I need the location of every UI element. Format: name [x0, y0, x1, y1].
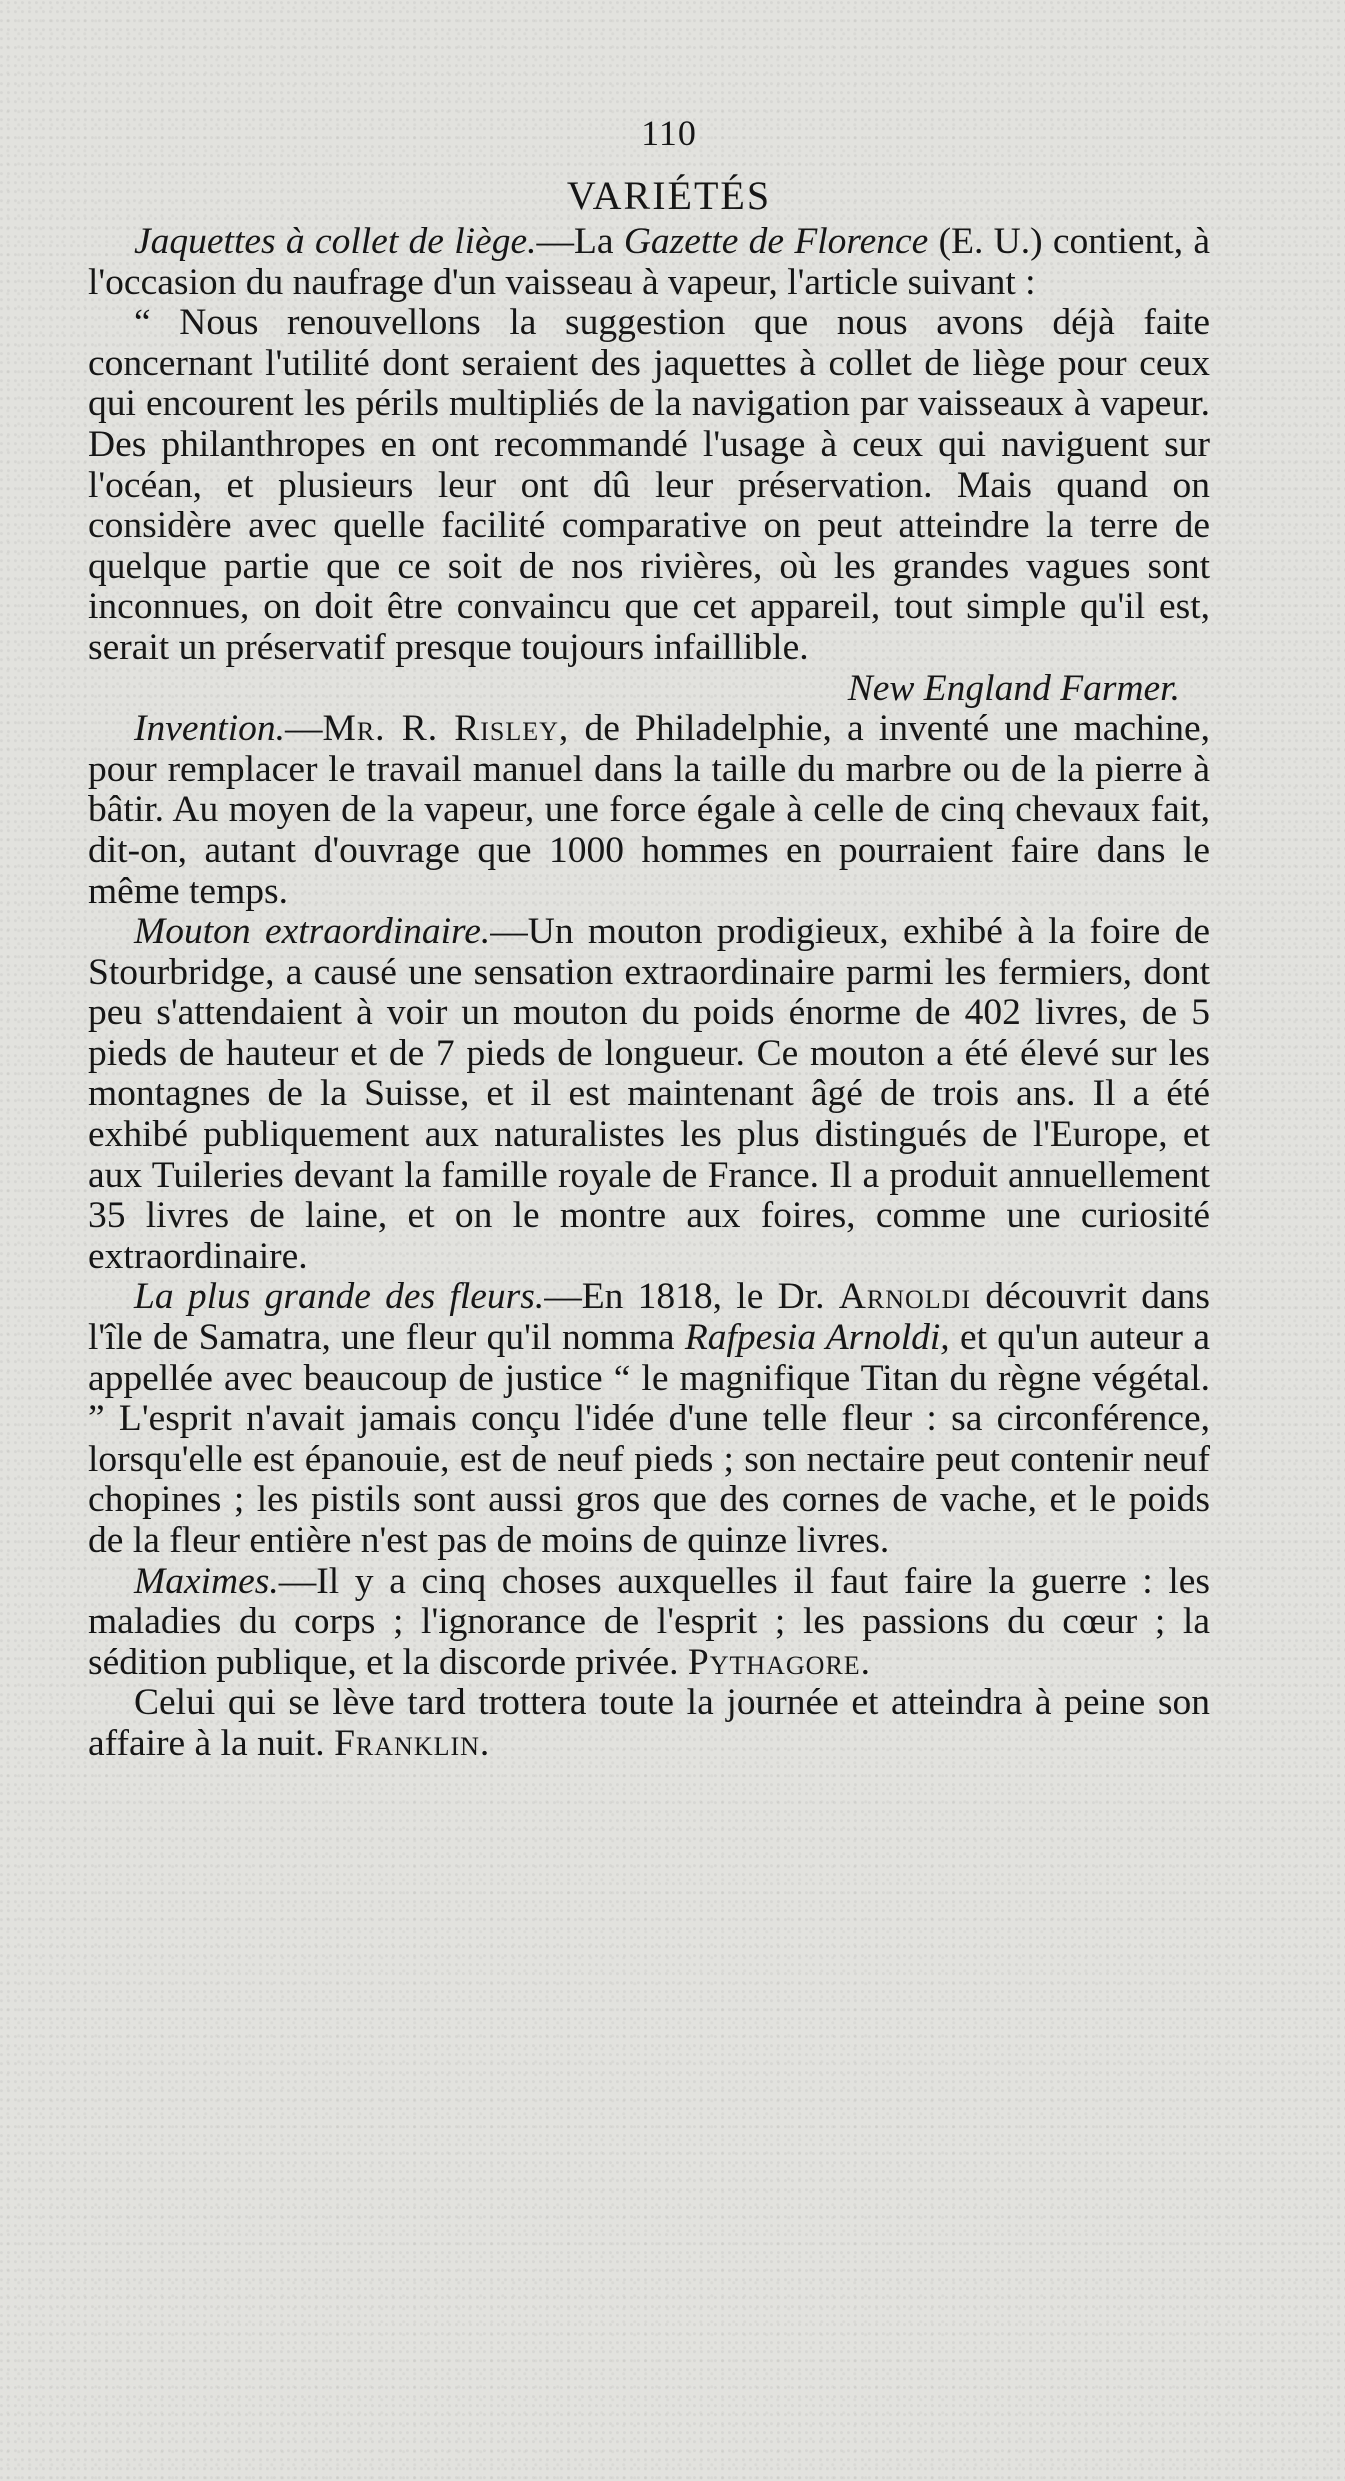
- article-franklin: [88, 1683, 1210, 1764]
- article-quote: “ Nous renouvellons la suggestion que nous avons déjà faite concernant l'utilité dont seraient des jaquettes à collet de liège pour ceux qui encourent les périls multipliés de la navigation par vaisseaux à vapeur. Des philanthropes en ont recommandé l'usage à ceux qui naviguent sur l'océan, et plusieurs leur ont dû leur préservation. Mais quand on considère avec quelle facilité comparative on peut atteindre la terre de quelque partie que ce soit de nos rivières, où les grandes vagues sont inconnues, on doit être convaincu que cet appareil, tout simple qu'il est, serait un préservatif presque toujours infaillible.: [88, 302, 1210, 668]
- species-name: Rafpesia Arnoldi,: [684, 1317, 950, 1359]
- article-text: et qu'un auteur a appellée avec beaucoup de justice “ le magnifique Titan du règne végétal. ” L'esprit n'avait jamais conçu l'idée d'une telle fleur : sa circonférence, lorsqu'elle est épanouie, est de neuf pieds ; son nectaire peut contenir neuf chopines ; les pistils sont aussi gros que des cornes de vache, et le poids de la fleur entière n'est pas de moins de quinze livres.: [88, 1317, 1210, 1561]
- page-number: 110: [641, 113, 697, 153]
- person-name: Mr. R. Risley,: [322, 708, 570, 750]
- article-mouton: [88, 912, 1210, 1277]
- quote-signature: New England Farmer.: [847, 667, 1180, 709]
- article-title: La plus grande des fleurs.: [134, 1276, 545, 1318]
- article-text: —Un mouton prodigieux, exhibé à la foire de Stourbridge, a causé une sensation extraordinaire parmi les fermiers, dont peu s'attendaient à voir un mouton du poids énorme de 402 livres, de 5 pieds de hauteur et de 7 pieds de longueur. Ce mouton a été élevé sur les montagnes de la Suisse, et il est maintenant âgé de trois ans. Il a été exhibé publiquement aux naturalistes les plus distingués de l'Europe, et aux Tuileries devant la famille royale de France. Il a produit annuellement 35 livres de laine, et on le montre aux foires, comme une curiosité extraordinaire.: [88, 911, 1210, 1277]
- article-text: —: [285, 708, 323, 750]
- article-fleurs: [88, 1277, 1210, 1561]
- article-title: Mouton extraordinaire.: [134, 911, 491, 953]
- article-text: —En 1818, le Dr.: [544, 1276, 839, 1318]
- page-content: [88, 110, 1210, 1765]
- article-title: Invention.: [134, 708, 285, 750]
- article-text: (E. U.) contient, à l'occasion du naufrage d'un vaisseau à vapeur, l'article suivant :: [88, 221, 1210, 303]
- article-text: —Il y a cinq choses auxquelles il faut faire la guerre : les maladies du corps ; l'ignorance de l'esprit ; les passions du cœur ; la sédition publique, et la discorde privée.: [88, 1560, 1210, 1683]
- section-heading: VARIÉTÉS: [566, 173, 772, 218]
- article-jaquettes: [88, 222, 1210, 303]
- article-title: Maximes.: [134, 1560, 279, 1602]
- author-name: Pythagore.: [687, 1641, 872, 1683]
- article-text: découvrit dans l'île de Samatra, une fleur qu'il nomma: [88, 1276, 1210, 1359]
- article-text: de Philadelphie, a inventé une machine, pour remplacer le travail manuel dans la taille du marbre ou de la pierre à bâtir. Au moyen de la vapeur, une force égale à celle de cinq chevaux fait, dit-on, autant d'ouvrage que 1000 hommes en pourraient faire dans le même temps.: [88, 708, 1210, 912]
- article-text: Celui qui se lève tard trottera toute la journée et atteindra à peine son affaire à la nuit.: [88, 1682, 1210, 1764]
- source-name: Gazette de Florence: [623, 221, 929, 262]
- article-maximes: [88, 1562, 1210, 1684]
- article-invention: [88, 709, 1210, 912]
- article-text: —La: [536, 221, 624, 262]
- article-title: Jaquettes à collet de liège.: [134, 221, 537, 262]
- author-name: Franklin.: [334, 1722, 491, 1764]
- person-name: Arnoldi: [838, 1276, 972, 1318]
